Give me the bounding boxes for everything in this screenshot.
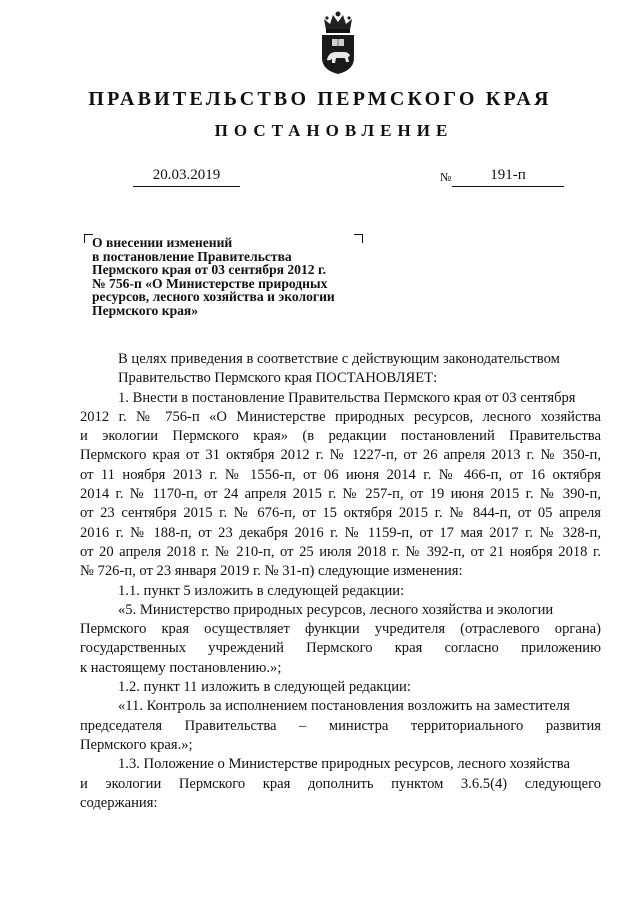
body-line: Пермского края от 31 октября 2012 г. № 1227-п, от 26 апреля 2013 г. № 350-п, bbox=[80, 447, 601, 464]
body-line: от 20 апреля 2018 г. № 210-п, от 25 июля 2018 г. № 392-п, от 21 ноября 2018 г. bbox=[80, 543, 601, 560]
body-line: содержания: bbox=[80, 794, 158, 811]
body-line: 2016 г. № 188-п, от 23 декабря 2016 г. № 1159-п, от 17 мая 2017 г. № 328-п, bbox=[80, 524, 601, 541]
subject-line: в постановление Правительства bbox=[92, 248, 292, 264]
body-line: Правительство Пермского края ПОСТАНОВЛЯЕТ: bbox=[118, 370, 438, 387]
body-line: председателя Правительства – министра территориального развития bbox=[80, 717, 601, 734]
body-line: 1.2. пункт 11 изложить в следующей редакции: bbox=[118, 679, 411, 696]
body-line: Пермского края.»; bbox=[80, 736, 193, 753]
body-line: В целях приведения в соответствие с действующим законодательством bbox=[118, 351, 560, 367]
document-subject bbox=[92, 236, 392, 318]
body-line: от 23 сентября 2015 г. № 676-п, от 15 октября 2015 г. № 844-п, от 05 апреля bbox=[80, 505, 601, 522]
body-line: 1. Внести в постановление Правительства Пермского края от 03 сентября bbox=[118, 389, 576, 406]
document-body bbox=[80, 350, 601, 813]
document-number: 191-п bbox=[452, 166, 564, 187]
government-title: ПРАВИТЕЛЬСТВО ПЕРМСКОГО КРАЯ bbox=[88, 88, 552, 110]
body-line: и экологии Пермского края дополнить пунктом 3.6.5(4) следующего bbox=[80, 775, 601, 792]
body-line: 2014 г. № 1170-п, от 24 апреля 2015 г. № 257-п, от 19 июня 2015 г. № 390-п, bbox=[80, 486, 601, 503]
body-line: «11. Контроль за исполнением постановления возложить на заместителя bbox=[118, 698, 570, 715]
body-line: Пермского края осуществляет функции учредителя (отраслевого органа) bbox=[80, 621, 601, 638]
subject-line: Пермского края» bbox=[92, 302, 199, 318]
body-line: государственных учреждений Пермского края согласно приложению bbox=[80, 640, 601, 657]
body-line: «5. Министерство природных ресурсов, лесного хозяйства и экологии bbox=[118, 601, 554, 618]
subject-line: Пермского края от 03 сентября 2012 г. bbox=[92, 262, 327, 278]
number-sign: № bbox=[440, 170, 452, 184]
perm-krai-coat-of-arms-icon bbox=[318, 10, 358, 76]
document-date: 20.03.2019 bbox=[133, 166, 240, 187]
body-line: и экологии Пермского края» (в редакции постановлений Правительства bbox=[80, 428, 601, 445]
document-type: ПОСТАНОВЛЕНИЕ bbox=[214, 121, 454, 140]
subject-line: ресурсов, лесного хозяйства и экологии bbox=[92, 289, 335, 305]
body-line: 1.3. Положение о Министерстве природных ресурсов, лесного хозяйства bbox=[118, 756, 570, 773]
body-line: № 726-п, от 23 января 2019 г. № 31-п) следующие изменения: bbox=[80, 563, 463, 580]
body-line: к настоящему постановлению.»; bbox=[80, 659, 282, 676]
subject-line: О внесении изменений bbox=[92, 235, 233, 250]
body-line: от 11 ноября 2013 г. № 1556-п, от 06 июня 2014 г. № 466-п, от 16 октября bbox=[80, 466, 601, 483]
subject-line: № 756-п «О Министерстве природных bbox=[92, 275, 328, 291]
body-line: 1.1. пункт 5 изложить в следующей редакции: bbox=[118, 582, 405, 599]
body-line: 2012 г. № 756-п «О Министерстве природных ресурсов, лесного хозяйства bbox=[80, 408, 601, 425]
